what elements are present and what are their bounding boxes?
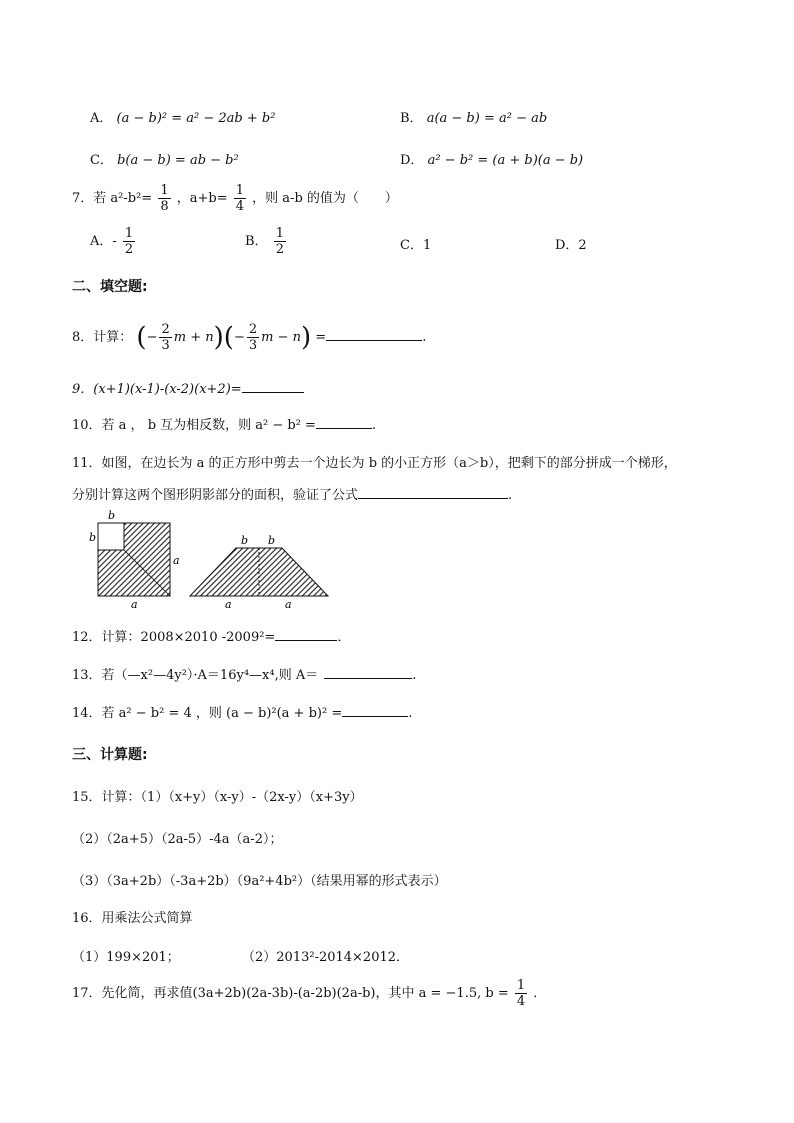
q7-frac-2-den: 4 [235,199,245,214]
q12-answer-blank[interactable] [275,626,337,641]
q14-end: . [408,706,413,721]
q6-option-d-expr: a² − b² = (a + b)(a − b) [427,153,584,168]
q10-text: 10．若 a ， b 互为相反数，则 a² − b² = [72,418,316,433]
q7-option-a-den: 2 [124,242,134,257]
q11-trap-label-b-1: b [241,534,249,547]
q17-prefix: 17．先化简，再求值(3a+2b)(2a-3b)-(a-2b)(2a-b)，其中 a = −1.5, b = [72,986,509,1001]
q8-term2-frac [247,322,259,353]
q7-option-b-den: 2 [275,242,284,257]
q8-term2-den: 3 [248,338,258,353]
q7-option-b-num: 1 [275,226,284,241]
q8-paren-close-1: ) [213,322,224,353]
q15-line-2: （2）（2a+5）（2a-5）-4a（a-2）； [72,832,283,847]
question-9 [72,378,304,397]
q8-term2-rest: m − n [261,330,301,345]
q17-frac [515,978,527,1009]
q11-square-figure [89,509,180,611]
q7-option-b-label: B． [245,234,268,249]
q17-end: ． [533,986,547,1001]
section-fill-in-title: 二、填空题: [72,279,148,295]
q8-paren-open-1: ( [136,322,147,353]
q7-frac-2 [234,183,246,214]
q7-frac-1-num: 1 [160,183,169,198]
q11-end: . [508,488,513,503]
q6-option-c-label: C． [90,153,113,168]
question-7 [72,183,398,214]
q6-option-b [400,107,547,126]
q11-trap-label-a-2: a [285,598,292,611]
q12-text: 12．计算：2008×2010 -2009²= [72,630,276,645]
q8-term1-frac [159,322,171,353]
q11-answer-blank[interactable] [358,484,508,499]
q8-prefix: 8．计算： [72,330,133,345]
q6-option-c [90,149,239,168]
q8-term1-sign: − [146,330,158,345]
q11-figure [84,508,334,612]
q13-answer-blank[interactable] [324,664,412,679]
q10-answer-blank[interactable] [316,414,372,429]
q17-frac-num: 1 [516,978,526,993]
q6-option-a-label: A． [90,111,113,126]
q15-line-1: 15．计算：（1）（x+y）（x-y）-（2x-y）（x+3y） [72,790,363,805]
q7-option-a-frac [123,226,135,257]
q17-frac-den: 4 [516,994,526,1009]
q9-answer-blank[interactable] [242,378,304,393]
q8-term1-rest: m + n [173,330,214,345]
q13-end: . [412,668,417,683]
question-13 [72,664,416,683]
q12-end: ． [337,630,351,645]
q11-label-a-right: a [173,554,180,567]
q8-end: . [422,330,427,345]
q7-frac-1-den: 8 [160,199,169,214]
question-17 [72,978,546,1009]
q11-line-2 [72,484,512,503]
q7-mid: ，a+b= [176,191,228,206]
q14-answer-blank[interactable] [342,702,408,717]
q7-option-b [245,226,288,257]
q6-option-a [90,107,275,126]
q8-answer-blank[interactable] [326,326,422,341]
q15-line-3: （3）（3a+2b）（-3a+2b）（9a²+4b²）（结果用幂的形式表示） [72,874,447,889]
q7-suffix: ，则 a-b 的值为（ ） [252,191,398,206]
question-14 [72,702,412,721]
q7-option-d: D．2 [555,238,587,253]
q13-text: 13．若（—x²—4y²）·A＝16y⁴—x⁴,则 A＝ [72,668,319,683]
q8-paren-open-2: ( [223,322,234,353]
q11-label-b-top: b [108,509,116,522]
q11-trap-label-b-2: b [268,534,276,547]
question-8 [72,322,426,353]
q6-option-b-label: B． [400,111,423,126]
q11-trap-label-a-1: a [225,598,232,611]
q11-label-b-left: b [89,531,97,544]
q11-line-2-text: 分别计算这两个图形阴影部分的面积，验证了公式 [72,488,359,503]
q6-option-b-expr: a(a − b) = a² − ab [426,111,548,126]
q7-frac-2-num: 1 [235,183,245,198]
q8-paren-close-2: ) [300,322,312,353]
q11-label-a-bottom: a [131,598,138,611]
section-calculation-title: 三、计算题: [72,747,148,763]
q11-line-1: 11．如图，在边长为 a 的正方形中剪去一个边长为 b 的小正方形（a＞b），把剩下的部分拼成一个梯形， [72,456,677,471]
q7-option-a-label: A．- [90,234,117,249]
q8-equals: = [315,330,327,345]
q6-option-d [400,149,583,168]
q9-text: 9．(x+1)(x-1)-(x-2)(x+2)= [72,382,242,397]
q16-title: 16．用乘法公式简算 [72,911,193,926]
question-12 [72,626,350,645]
q7-prefix: 7．若 a²-b²= [72,191,153,206]
q6-option-a-expr: (a − b)² = a² − 2ab + b² [116,111,276,126]
q7-frac-1 [158,183,170,214]
q7-option-a-num: 1 [124,226,134,241]
q8-term1-den: 3 [161,338,170,353]
q6-option-c-expr: b(a − b) = ab − b² [117,153,239,168]
q8-term2-num: 2 [248,322,258,337]
q7-option-b-frac [274,226,286,257]
q14-text: 14．若 a² − b² = 4 ，则 (a − b)²(a + b)² = [72,706,343,721]
q6-option-d-label: D． [400,153,424,168]
q16-part-1: （1）199×201； [72,950,180,965]
question-10 [72,414,376,433]
q10-end: . [371,418,377,433]
q8-term2-sign: − [233,330,245,345]
q7-option-c: C．1 [400,238,432,253]
q16-part-2: （2）2013²-2014×2012． [242,950,410,965]
q8-term1-num: 2 [161,322,170,337]
q7-option-a [90,226,137,257]
q11-trapezoid-figure [190,534,328,611]
